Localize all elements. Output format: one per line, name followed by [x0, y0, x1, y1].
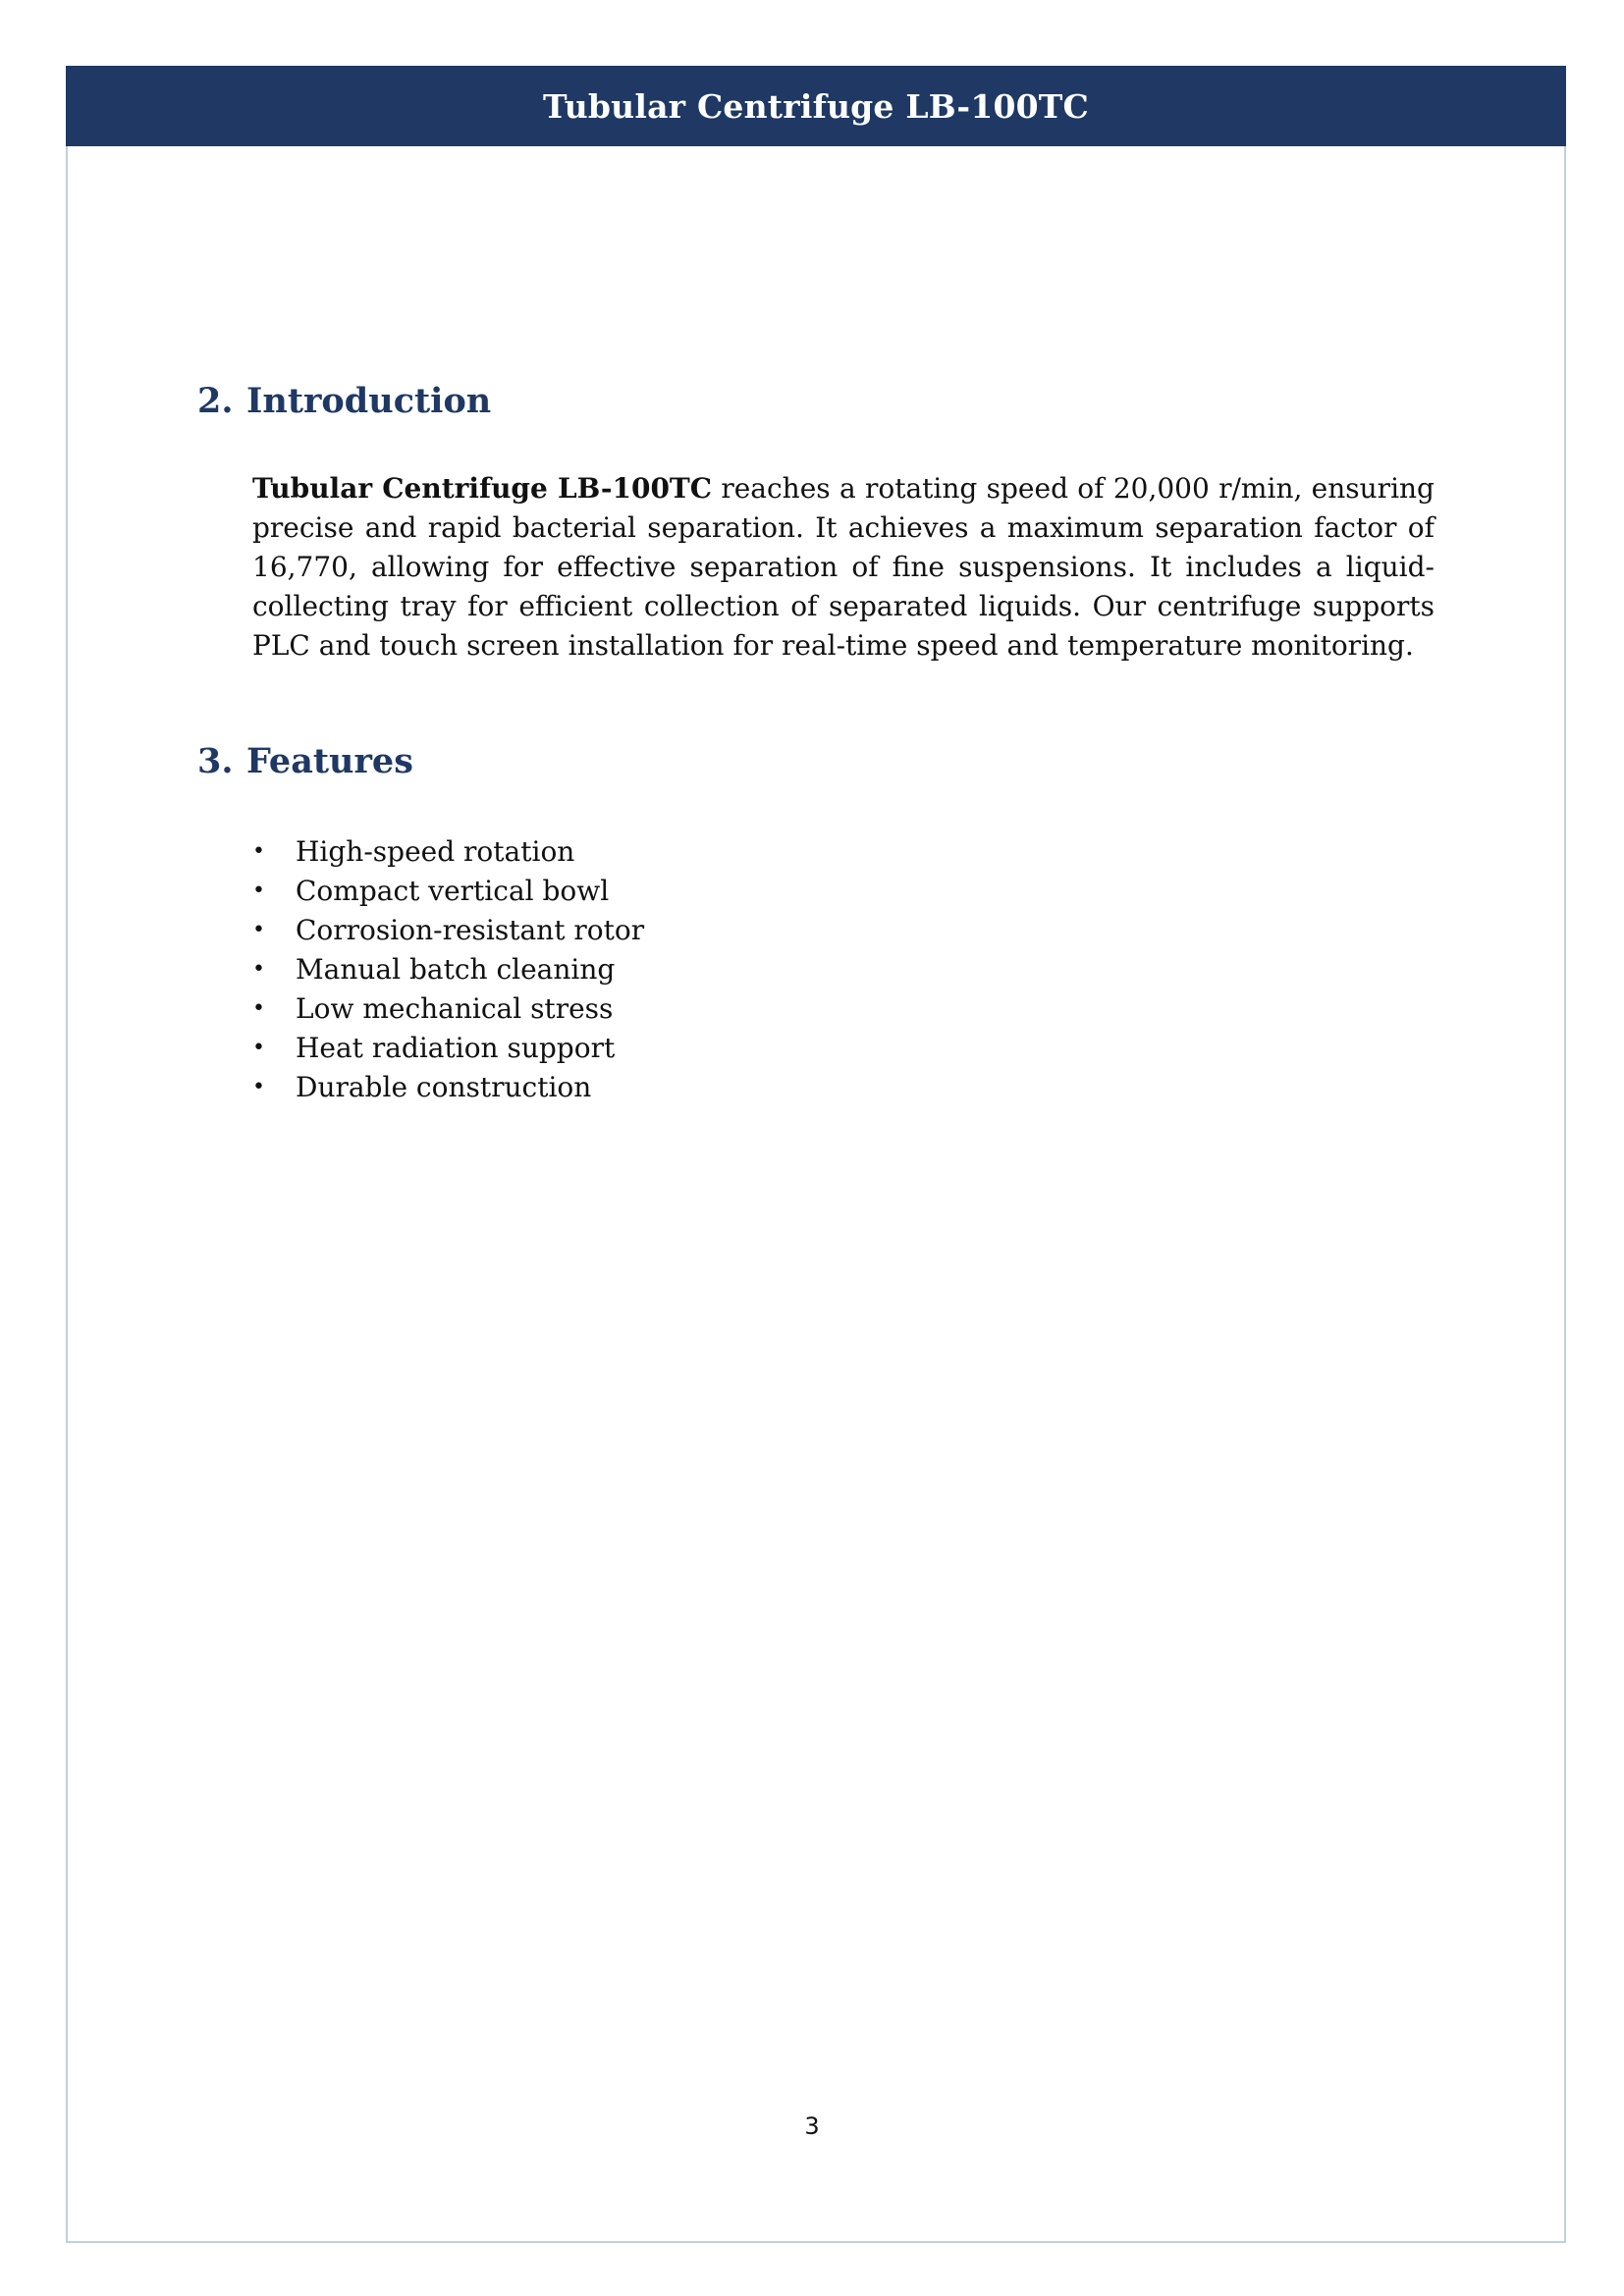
bullet-icon: • — [252, 839, 265, 864]
document-title: Tubular Centrifuge LB-100TC — [542, 86, 1090, 126]
header-bar — [66, 66, 1566, 146]
feature-text: Heat radiation support — [296, 1032, 616, 1064]
list-item — [252, 989, 644, 1029]
list-item — [252, 872, 644, 911]
feature-text: Manual batch cleaning — [296, 953, 616, 986]
bullet-icon: • — [252, 1075, 265, 1099]
feature-text: Corrosion-resistant rotor — [296, 914, 645, 946]
feature-text: Durable construction — [296, 1071, 592, 1103]
list-item — [252, 1029, 644, 1068]
features-section-number: 3. — [197, 741, 234, 781]
introduction-body-text: reaches a rotating speed of 20,000 r/min, ensuring precise and rapid bacterial separation. It achieves a maximum separation factor of 16,770, allowing for effective separation of fine suspensions. It includes a liquid-collecting tray for efficient collection of separated liquids. Our centrifuge supports PLC and touch screen installation for real-time speed and temperature monitoring. — [252, 472, 1435, 662]
introduction-product-name: Tubular Centrifuge LB-100TC — [252, 472, 713, 505]
bullet-icon: • — [252, 879, 265, 903]
list-item — [252, 832, 644, 872]
features-heading-text: Features — [246, 741, 413, 781]
features-heading — [197, 741, 413, 781]
list-item — [252, 1068, 644, 1107]
feature-text: Low mechanical stress — [296, 992, 614, 1025]
introduction-heading-text: Introduction — [246, 381, 492, 421]
bullet-icon: • — [252, 957, 265, 982]
introduction-section-number: 2. — [197, 381, 234, 421]
features-list — [252, 832, 644, 1107]
bullet-icon: • — [252, 918, 265, 942]
list-item — [252, 950, 644, 989]
bullet-icon: • — [252, 1036, 265, 1060]
introduction-paragraph — [252, 469, 1435, 666]
feature-text: Compact vertical bowl — [296, 875, 610, 907]
feature-text: High-speed rotation — [296, 835, 575, 868]
introduction-heading — [197, 381, 491, 421]
list-item — [252, 911, 644, 950]
bullet-icon: • — [252, 996, 265, 1021]
page-number: 3 — [804, 2112, 820, 2140]
